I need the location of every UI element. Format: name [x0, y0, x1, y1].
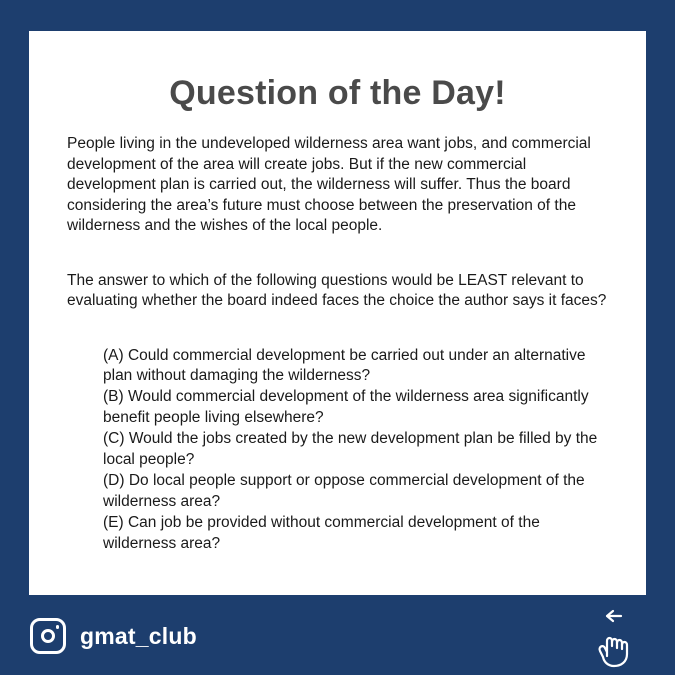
content-card [29, 31, 646, 595]
footer [0, 600, 675, 675]
swipe-up-hand-icon [587, 608, 643, 670]
choice-c[interactable]: (C) Would the jobs created by the new development plan be filled by the local people? [103, 430, 598, 468]
passage-text: People living in the undeveloped wilderness area want jobs, and commercial development of the area will create jobs. But if the new commercial development plan is carried out, the wilderness will suffer. Thus the board considering the area’s future must choose between the preservation of the wilderness and the wishes of the local people. [67, 135, 591, 235]
instagram-icon [30, 618, 66, 654]
choice-e[interactable]: (E) Can job be provided without commercial development of the wilderness area? [103, 514, 540, 552]
account-handle: gmat_club [80, 622, 197, 649]
choice-a[interactable]: (A) Could commercial development be carried out under an alternative plan without damaging the wilderness? [103, 346, 586, 385]
choice-b[interactable]: (B) Would commercial development of the wilderness area significantly benefit people living elsewhere? [103, 388, 589, 426]
choice-d[interactable]: (D) Do local people support or oppose commercial development of the wilderness area? [103, 472, 585, 510]
answer-choices [103, 346, 608, 555]
brand-block[interactable] [30, 618, 197, 654]
question-text: The answer to which of the following questions would be LEAST relevant to evaluating whether the board indeed faces the choice the author says it faces? [67, 271, 607, 310]
page-title: Question of the Day! [169, 74, 506, 112]
